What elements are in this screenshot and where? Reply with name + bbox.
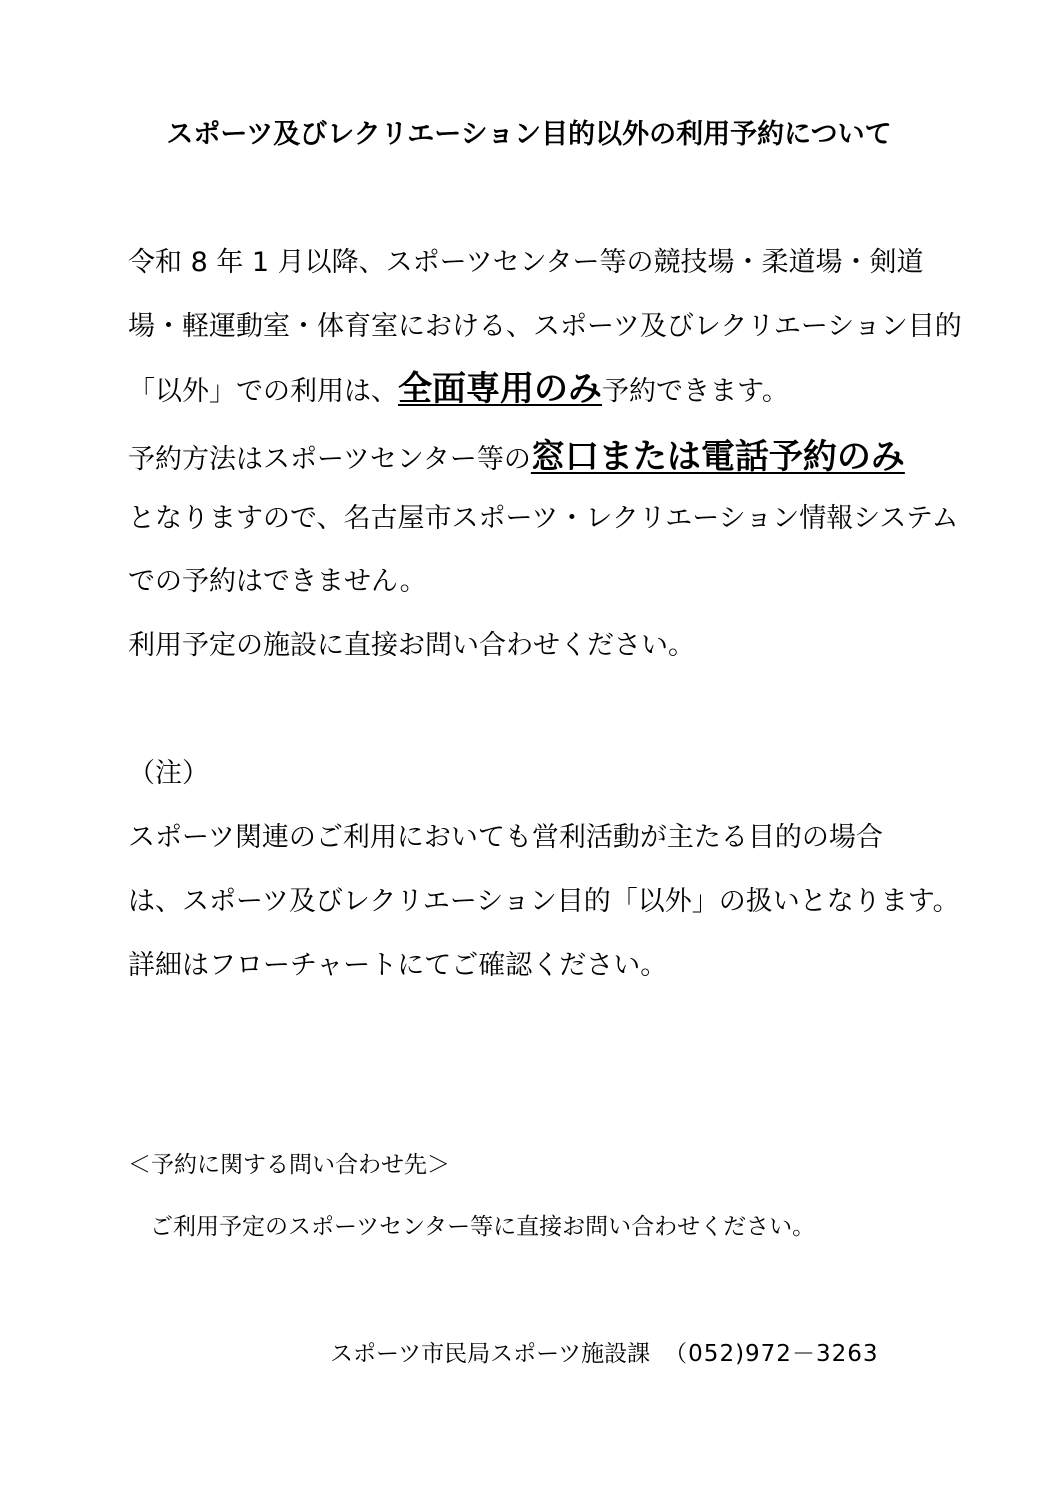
department-name: スポーツ市民局スポーツ施設課	[330, 1341, 651, 1367]
body-line-4-start: 予約方法はスポーツセンター等の	[128, 444, 531, 475]
body-line-3-end: 予約できます。	[602, 376, 789, 407]
body-line-7: 利用予定の施設に直接お問い合わせください。	[128, 630, 695, 661]
body-line-4	[128, 437, 905, 477]
document-title: スポーツ及びレクリエーション目的以外の利用予約について	[166, 119, 892, 150]
contact-text: ご利用予定のスポーツセンター等に直接お問い合わせください。	[150, 1214, 816, 1240]
emphasis-counter-or-phone-only: 窓口または電話予約のみ	[530, 437, 905, 477]
note-label: （注）	[128, 758, 209, 789]
note-line-3: 詳細はフローチャートにてご確認ください。	[128, 950, 668, 981]
note-line-1: スポーツ関連のご利用においても営利活動が主たる目的の場合	[128, 822, 883, 853]
body-line-1: 令和 8 年 1 月以降、スポーツセンター等の競技場・柔道場・剣道	[128, 247, 924, 278]
body-line-6: での予約はできません。	[128, 566, 427, 597]
body-line-5: となりますので、名古屋市スポーツ・レクリエーション情報システム	[128, 503, 959, 534]
phone-number: （052)972－3263	[664, 1341, 879, 1367]
body-line-3	[128, 369, 789, 409]
body-line-3-start: 「以外」での利用は、	[128, 376, 398, 407]
emphasis-full-exclusive: 全面専用のみ	[398, 369, 602, 409]
body-line-2: 場・軽運動室・体育室における、スポーツ及びレクリエーション目的	[128, 311, 962, 342]
footer-contact	[330, 1335, 878, 1368]
contact-heading: ＜予約に関する問い合わせ先＞	[128, 1152, 450, 1178]
note-line-2: は、スポーツ及びレクリエーション目的「以外」の扱いとなります。	[128, 886, 960, 917]
